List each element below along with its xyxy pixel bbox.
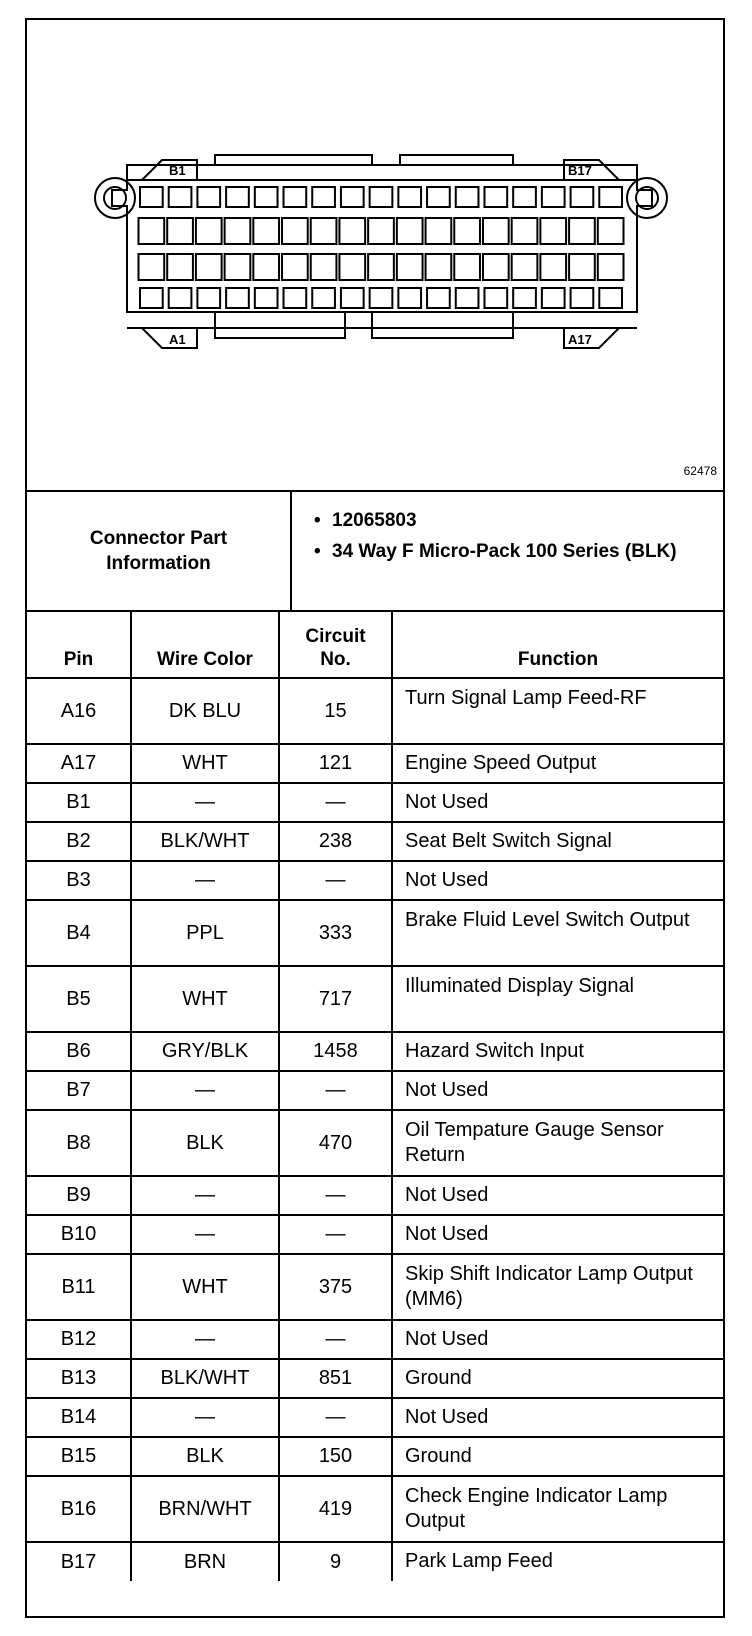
pin-row-a-bottom-cavity: [599, 288, 622, 308]
pin-row-b-top-cavity: [599, 187, 622, 207]
cavity-row-upper-cavity: [339, 218, 365, 244]
pin-row-a-bottom-cavity: [312, 288, 335, 308]
cavity-row-upper-cavity: [512, 218, 538, 244]
cell-pin: B5: [27, 966, 131, 1032]
cavity-row-lower-cavity: [483, 254, 509, 280]
cell-pin: B15: [27, 1437, 131, 1476]
cell-pin: B3: [27, 861, 131, 900]
cavity-row-upper-cavity: [311, 218, 337, 244]
cell-wire-color: —: [131, 1398, 279, 1437]
pin-row-a-bottom-cavity: [427, 288, 450, 308]
cell-function: Engine Speed Output: [392, 744, 723, 783]
pin-row-b-top-cavity: [398, 187, 421, 207]
connector-figure: [27, 20, 723, 492]
connector-part-number: • 12065803: [314, 508, 713, 533]
table-row: [27, 1320, 723, 1359]
mounting-ear-left: [95, 178, 135, 218]
cavity-row-lower-cavity: [253, 254, 279, 280]
connector-info: [27, 492, 723, 612]
cavity-row-upper-cavity: [540, 218, 566, 244]
table-row: [27, 783, 723, 822]
cell-wire-color: BLK/WHT: [131, 822, 279, 861]
cell-function: Hazard Switch Input: [392, 1032, 723, 1071]
pin-row-b-top-cavity: [255, 187, 278, 207]
pin-row-b-top-cavity: [484, 187, 507, 207]
cell-wire-color: —: [131, 1071, 279, 1110]
table-row: [27, 744, 723, 783]
cell-pin: B7: [27, 1071, 131, 1110]
cell-circuit-no: 375: [279, 1254, 392, 1320]
cell-function: Ground: [392, 1437, 723, 1476]
cavity-row-upper-cavity: [368, 218, 394, 244]
cell-circuit-no: 717: [279, 966, 392, 1032]
cavity-row-lower-cavity: [426, 254, 452, 280]
pin-row-a-bottom-cavity: [169, 288, 192, 308]
cell-wire-color: BLK: [131, 1110, 279, 1176]
cell-circuit-no: 15: [279, 678, 392, 744]
cell-wire-color: —: [131, 1320, 279, 1359]
pin-row-a-bottom-cavity: [284, 288, 307, 308]
pin-row-b-top-cavity: [456, 187, 479, 207]
pinout-table: [27, 612, 723, 1581]
table-row: [27, 900, 723, 966]
cell-wire-color: —: [131, 1215, 279, 1254]
table-row: [27, 1398, 723, 1437]
cavity-row-upper-cavity: [426, 218, 452, 244]
table-row: [27, 1437, 723, 1476]
cell-pin: B9: [27, 1176, 131, 1215]
pin-label-b1: B1: [169, 163, 186, 178]
cavity-row-upper-cavity: [139, 218, 165, 244]
cell-function: Seat Belt Switch Signal: [392, 822, 723, 861]
cell-function: Not Used: [392, 783, 723, 822]
table-row: [27, 1032, 723, 1071]
cavity-row-lower-cavity: [598, 254, 624, 280]
cavity-row-lower-cavity: [397, 254, 423, 280]
cell-circuit-no: —: [279, 1320, 392, 1359]
table-row: [27, 1476, 723, 1542]
key-top-left: [215, 155, 372, 165]
cell-pin: B4: [27, 900, 131, 966]
cell-pin: B2: [27, 822, 131, 861]
pin-row-b-top-cavity: [513, 187, 536, 207]
cell-circuit-no: —: [279, 1398, 392, 1437]
cell-function: Brake Fluid Level Switch Output: [392, 900, 723, 966]
cell-wire-color: BRN: [131, 1542, 279, 1581]
cell-function: Park Lamp Feed: [392, 1542, 723, 1581]
key-bottom-right: [372, 312, 513, 338]
cell-circuit-no: —: [279, 1071, 392, 1110]
cell-circuit-no: —: [279, 1176, 392, 1215]
cell-function: Illuminated Display Signal: [392, 966, 723, 1032]
pin-row-a-bottom-cavity: [484, 288, 507, 308]
cavity-row-upper-cavity: [483, 218, 509, 244]
cavity-row-lower-cavity: [225, 254, 251, 280]
header-wire-color: Wire Color: [131, 612, 279, 678]
cell-function: Not Used: [392, 861, 723, 900]
cell-function: Not Used: [392, 1320, 723, 1359]
cell-function: Check Engine Indicator Lamp Output: [392, 1476, 723, 1542]
pin-row-a-bottom-cavity: [398, 288, 421, 308]
cell-circuit-no: 150: [279, 1437, 392, 1476]
table-row: [27, 1254, 723, 1320]
table-header-row: [27, 612, 723, 678]
cavity-row-lower-cavity: [139, 254, 165, 280]
cavity-row-lower-cavity: [512, 254, 538, 280]
pin-label-a1: A1: [169, 332, 186, 347]
pin-row-b-top-cavity: [571, 187, 594, 207]
cell-wire-color: WHT: [131, 1254, 279, 1320]
cell-circuit-no: 851: [279, 1359, 392, 1398]
header-function: Function: [392, 612, 723, 678]
cell-function: Not Used: [392, 1176, 723, 1215]
header-pin: Pin: [27, 612, 131, 678]
cell-pin: B17: [27, 1542, 131, 1581]
pin-row-a-bottom-cavity: [542, 288, 565, 308]
pin-row-a-bottom-cavity: [255, 288, 278, 308]
table-row: [27, 822, 723, 861]
cell-circuit-no: 470: [279, 1110, 392, 1176]
pin-row-b-top-cavity: [312, 187, 335, 207]
cell-pin: B10: [27, 1215, 131, 1254]
cell-function: Turn Signal Lamp Feed-RF: [392, 678, 723, 744]
cell-wire-color: WHT: [131, 966, 279, 1032]
pin-row-b-top-cavity: [140, 187, 163, 207]
mounting-ear-right: [627, 178, 667, 218]
key-top-right: [400, 155, 513, 165]
cavity-row-upper-cavity: [598, 218, 624, 244]
cell-circuit-no: 121: [279, 744, 392, 783]
cell-wire-color: —: [131, 861, 279, 900]
cell-wire-color: PPL: [131, 900, 279, 966]
table-row: [27, 1176, 723, 1215]
cavity-row-upper-cavity: [253, 218, 279, 244]
cell-pin: B1: [27, 783, 131, 822]
cell-pin: B12: [27, 1320, 131, 1359]
pin-row-b-top-cavity: [370, 187, 393, 207]
cavity-row-lower-cavity: [282, 254, 308, 280]
pin-row-a-bottom-cavity: [140, 288, 163, 308]
cell-circuit-no: 238: [279, 822, 392, 861]
pin-label-b17: B17: [568, 163, 592, 178]
cavity-row-upper-cavity: [225, 218, 251, 244]
table-row: [27, 1215, 723, 1254]
table-row: [27, 1071, 723, 1110]
pin-row-a-bottom-cavity: [370, 288, 393, 308]
cell-wire-color: BLK/WHT: [131, 1359, 279, 1398]
cell-circuit-no: —: [279, 1215, 392, 1254]
cavity-row-upper-cavity: [569, 218, 595, 244]
cavity-row-lower-cavity: [569, 254, 595, 280]
cell-wire-color: —: [131, 1176, 279, 1215]
cell-function: Not Used: [392, 1215, 723, 1254]
connector-sheet: [25, 18, 725, 1618]
pin-row-a-bottom-cavity: [226, 288, 249, 308]
pin-row-b-top-cavity: [197, 187, 220, 207]
cell-wire-color: GRY/BLK: [131, 1032, 279, 1071]
cell-pin: B13: [27, 1359, 131, 1398]
pin-row-b-top-cavity: [226, 187, 249, 207]
cell-function: Not Used: [392, 1398, 723, 1437]
connector-face-diagram: [27, 20, 723, 490]
pin-row-a-bottom-cavity: [513, 288, 536, 308]
cell-function: Not Used: [392, 1071, 723, 1110]
pin-row-b-top-cavity: [341, 187, 364, 207]
cell-circuit-no: 9: [279, 1542, 392, 1581]
cell-pin: B11: [27, 1254, 131, 1320]
cavity-row-lower-cavity: [196, 254, 222, 280]
cell-wire-color: BRN/WHT: [131, 1476, 279, 1542]
cavity-row-lower-cavity: [454, 254, 480, 280]
pin-row-b-top-cavity: [284, 187, 307, 207]
cell-function: Ground: [392, 1359, 723, 1398]
cell-pin: A17: [27, 744, 131, 783]
cavity-row-lower-cavity: [368, 254, 394, 280]
cell-pin: B14: [27, 1398, 131, 1437]
cell-function: Oil Tempature Gauge Sensor Return: [392, 1110, 723, 1176]
cavity-row-lower-cavity: [540, 254, 566, 280]
connector-description: • 34 Way F Micro-Pack 100 Series (BLK): [314, 539, 713, 564]
cell-function: Skip Shift Indicator Lamp Output (MM6): [392, 1254, 723, 1320]
cell-wire-color: DK BLU: [131, 678, 279, 744]
pin-row-b-top-cavity: [427, 187, 450, 207]
cell-circuit-no: 333: [279, 900, 392, 966]
cell-pin: B6: [27, 1032, 131, 1071]
cell-pin: B16: [27, 1476, 131, 1542]
cell-wire-color: WHT: [131, 744, 279, 783]
cell-wire-color: BLK: [131, 1437, 279, 1476]
figure-number: 62478: [683, 464, 717, 478]
table-row: [27, 1110, 723, 1176]
cavity-row-upper-cavity: [397, 218, 423, 244]
table-row: [27, 966, 723, 1032]
connector-info-list: [292, 492, 723, 610]
pin-row-b-top-cavity: [169, 187, 192, 207]
cell-circuit-no: —: [279, 783, 392, 822]
table-row: [27, 678, 723, 744]
pin-row-b-top-cavity: [542, 187, 565, 207]
pin-row-a-bottom-cavity: [456, 288, 479, 308]
cavity-row-lower-cavity: [339, 254, 365, 280]
cavity-row-lower-cavity: [167, 254, 193, 280]
cell-pin: B8: [27, 1110, 131, 1176]
pin-label-a17: A17: [568, 332, 592, 347]
cell-pin: A16: [27, 678, 131, 744]
connector-info-label: Connector Part Information: [27, 492, 292, 610]
cavity-row-upper-cavity: [167, 218, 193, 244]
table-row: [27, 861, 723, 900]
cavity-row-upper-cavity: [196, 218, 222, 244]
cell-circuit-no: 1458: [279, 1032, 392, 1071]
cell-circuit-no: —: [279, 861, 392, 900]
key-bottom-left: [215, 312, 345, 338]
pin-row-a-bottom-cavity: [341, 288, 364, 308]
cavity-row-upper-cavity: [282, 218, 308, 244]
cavity-row-upper-cavity: [454, 218, 480, 244]
pin-row-a-bottom-cavity: [571, 288, 594, 308]
table-row: [27, 1359, 723, 1398]
table-row: [27, 1542, 723, 1581]
cell-wire-color: —: [131, 783, 279, 822]
pin-row-a-bottom-cavity: [197, 288, 220, 308]
cavity-row-lower-cavity: [311, 254, 337, 280]
cell-circuit-no: 419: [279, 1476, 392, 1542]
header-circuit-no: Circuit No.: [279, 612, 392, 678]
